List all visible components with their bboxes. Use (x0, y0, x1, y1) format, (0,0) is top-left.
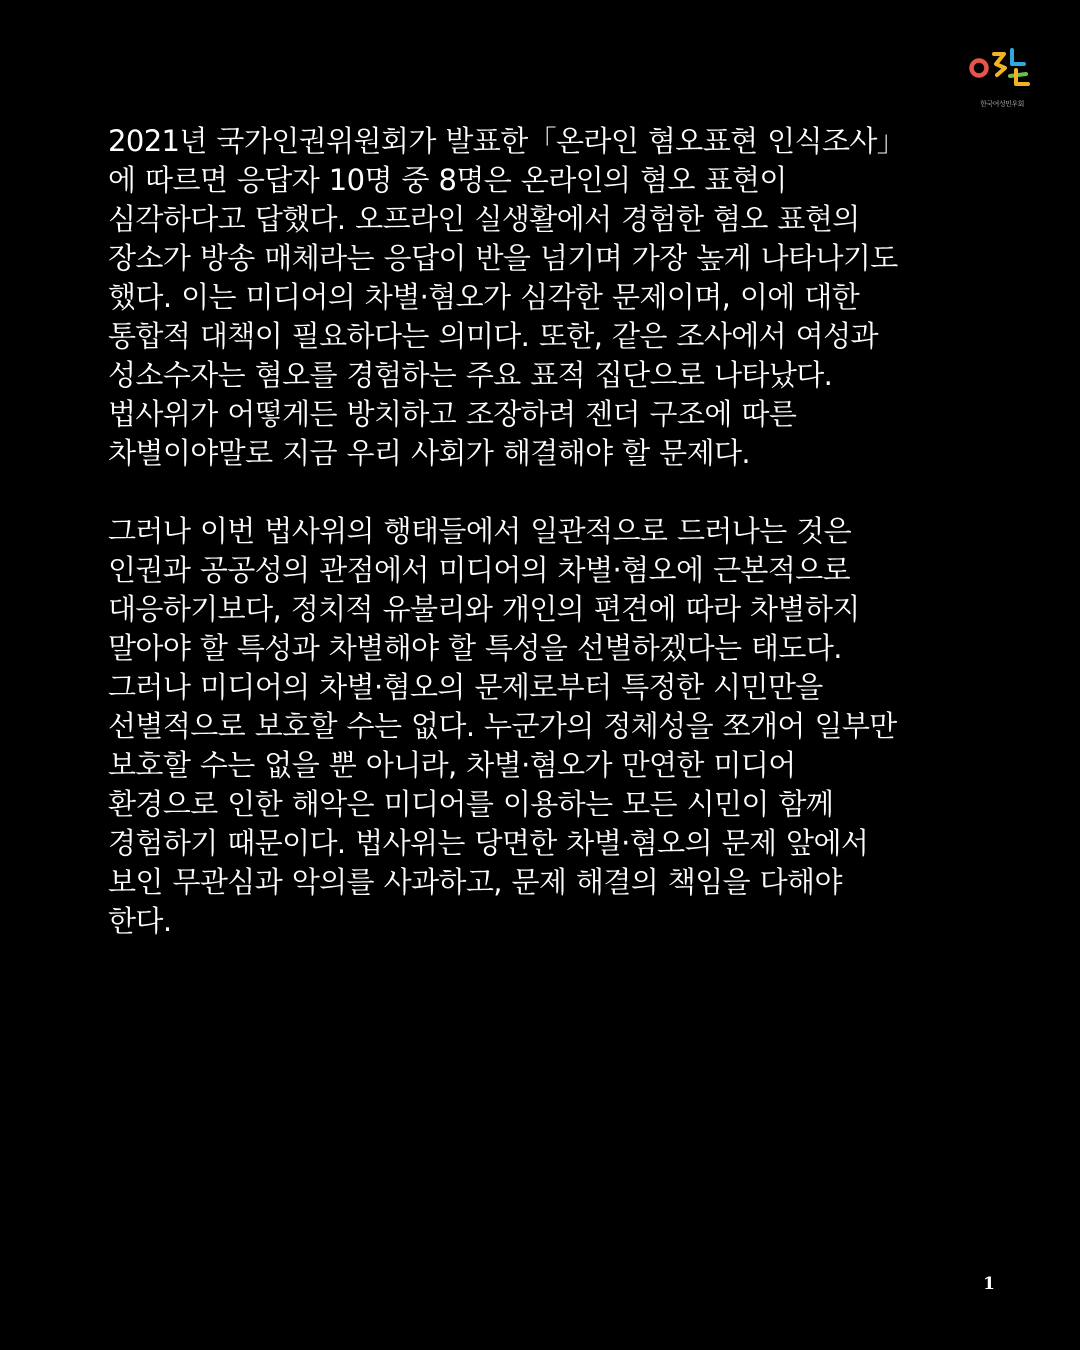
text-line: 그러나 이번 법사위의 행태들에서 일관적으로 드러나는 것은 (108, 514, 852, 548)
text-line: 통합적 대책이 필요하다는 의미다. 또한, 같은 조사에서 여성과 (108, 319, 878, 353)
text-line: 했다. 이는 미디어의 차별·혐오가 심각한 문제이며, 이에 대한 (108, 280, 860, 314)
logo-caption: 한국여성민우회 (980, 100, 1024, 108)
text-line: 선별적으로 보호할 수는 없다. 누군가의 정체성을 쪼개어 일부만 (108, 709, 897, 743)
text-line: 성소수자는 혐오를 경험하는 주요 표적 집단으로 나타났다. (108, 358, 833, 392)
text-line: 말아야 할 특성과 차별해야 할 특성을 선별하겠다는 태도다. (108, 631, 842, 665)
text-line: 심각하다고 답했다. 오프라인 실생활에서 경험한 혐오 표현의 (108, 202, 860, 236)
text-line: 한다. (108, 904, 172, 938)
text-line: 인권과 공공성의 관점에서 미디어의 차별·혐오에 근본적으로 (108, 553, 851, 587)
paragraph-1 (108, 122, 988, 473)
paragraph-2 (108, 512, 988, 941)
text-line: 법사위가 어떻게든 방치하고 조장하려 젠더 구조에 따른 (108, 397, 797, 431)
text-line: 2021년 국가인권위원회가 발표한「온라인 혐오표현 인식조사」 (108, 124, 906, 158)
text-line: 차별이야말로 지금 우리 사회가 해결해야 할 문제다. (108, 436, 751, 470)
text-line: 환경으로 인한 해악은 미디어를 이용하는 모든 시민이 함께 (108, 787, 834, 821)
text-line: 보호할 수는 없을 뿐 아니라, 차별·혐오가 만연한 미디어 (108, 748, 796, 782)
text-line: 그러나 미디어의 차별·혐오의 문제로부터 특정한 시민만을 (108, 670, 823, 704)
text-line: 에 따르면 응답자 10명 중 8명은 온라인의 혐오 표현이 (108, 163, 787, 197)
organization-logo (966, 44, 1038, 116)
text-line: 보인 무관심과 악의를 사과하고, 문제 해결의 책임을 다해야 (108, 865, 842, 899)
text-line: 장소가 방송 매체라는 응답이 반을 넘기며 가장 높게 나타나기도 (108, 241, 898, 275)
article-body (108, 122, 988, 941)
page-number: 1 (983, 1274, 995, 1294)
text-line: 경험하기 때문이다. 법사위는 당면한 차별·혐오의 문제 앞에서 (108, 826, 869, 860)
text-line: 대응하기보다, 정치적 유불리와 개인의 편견에 따라 차별하지 (108, 592, 860, 626)
logo-mark-icon (966, 44, 1038, 94)
